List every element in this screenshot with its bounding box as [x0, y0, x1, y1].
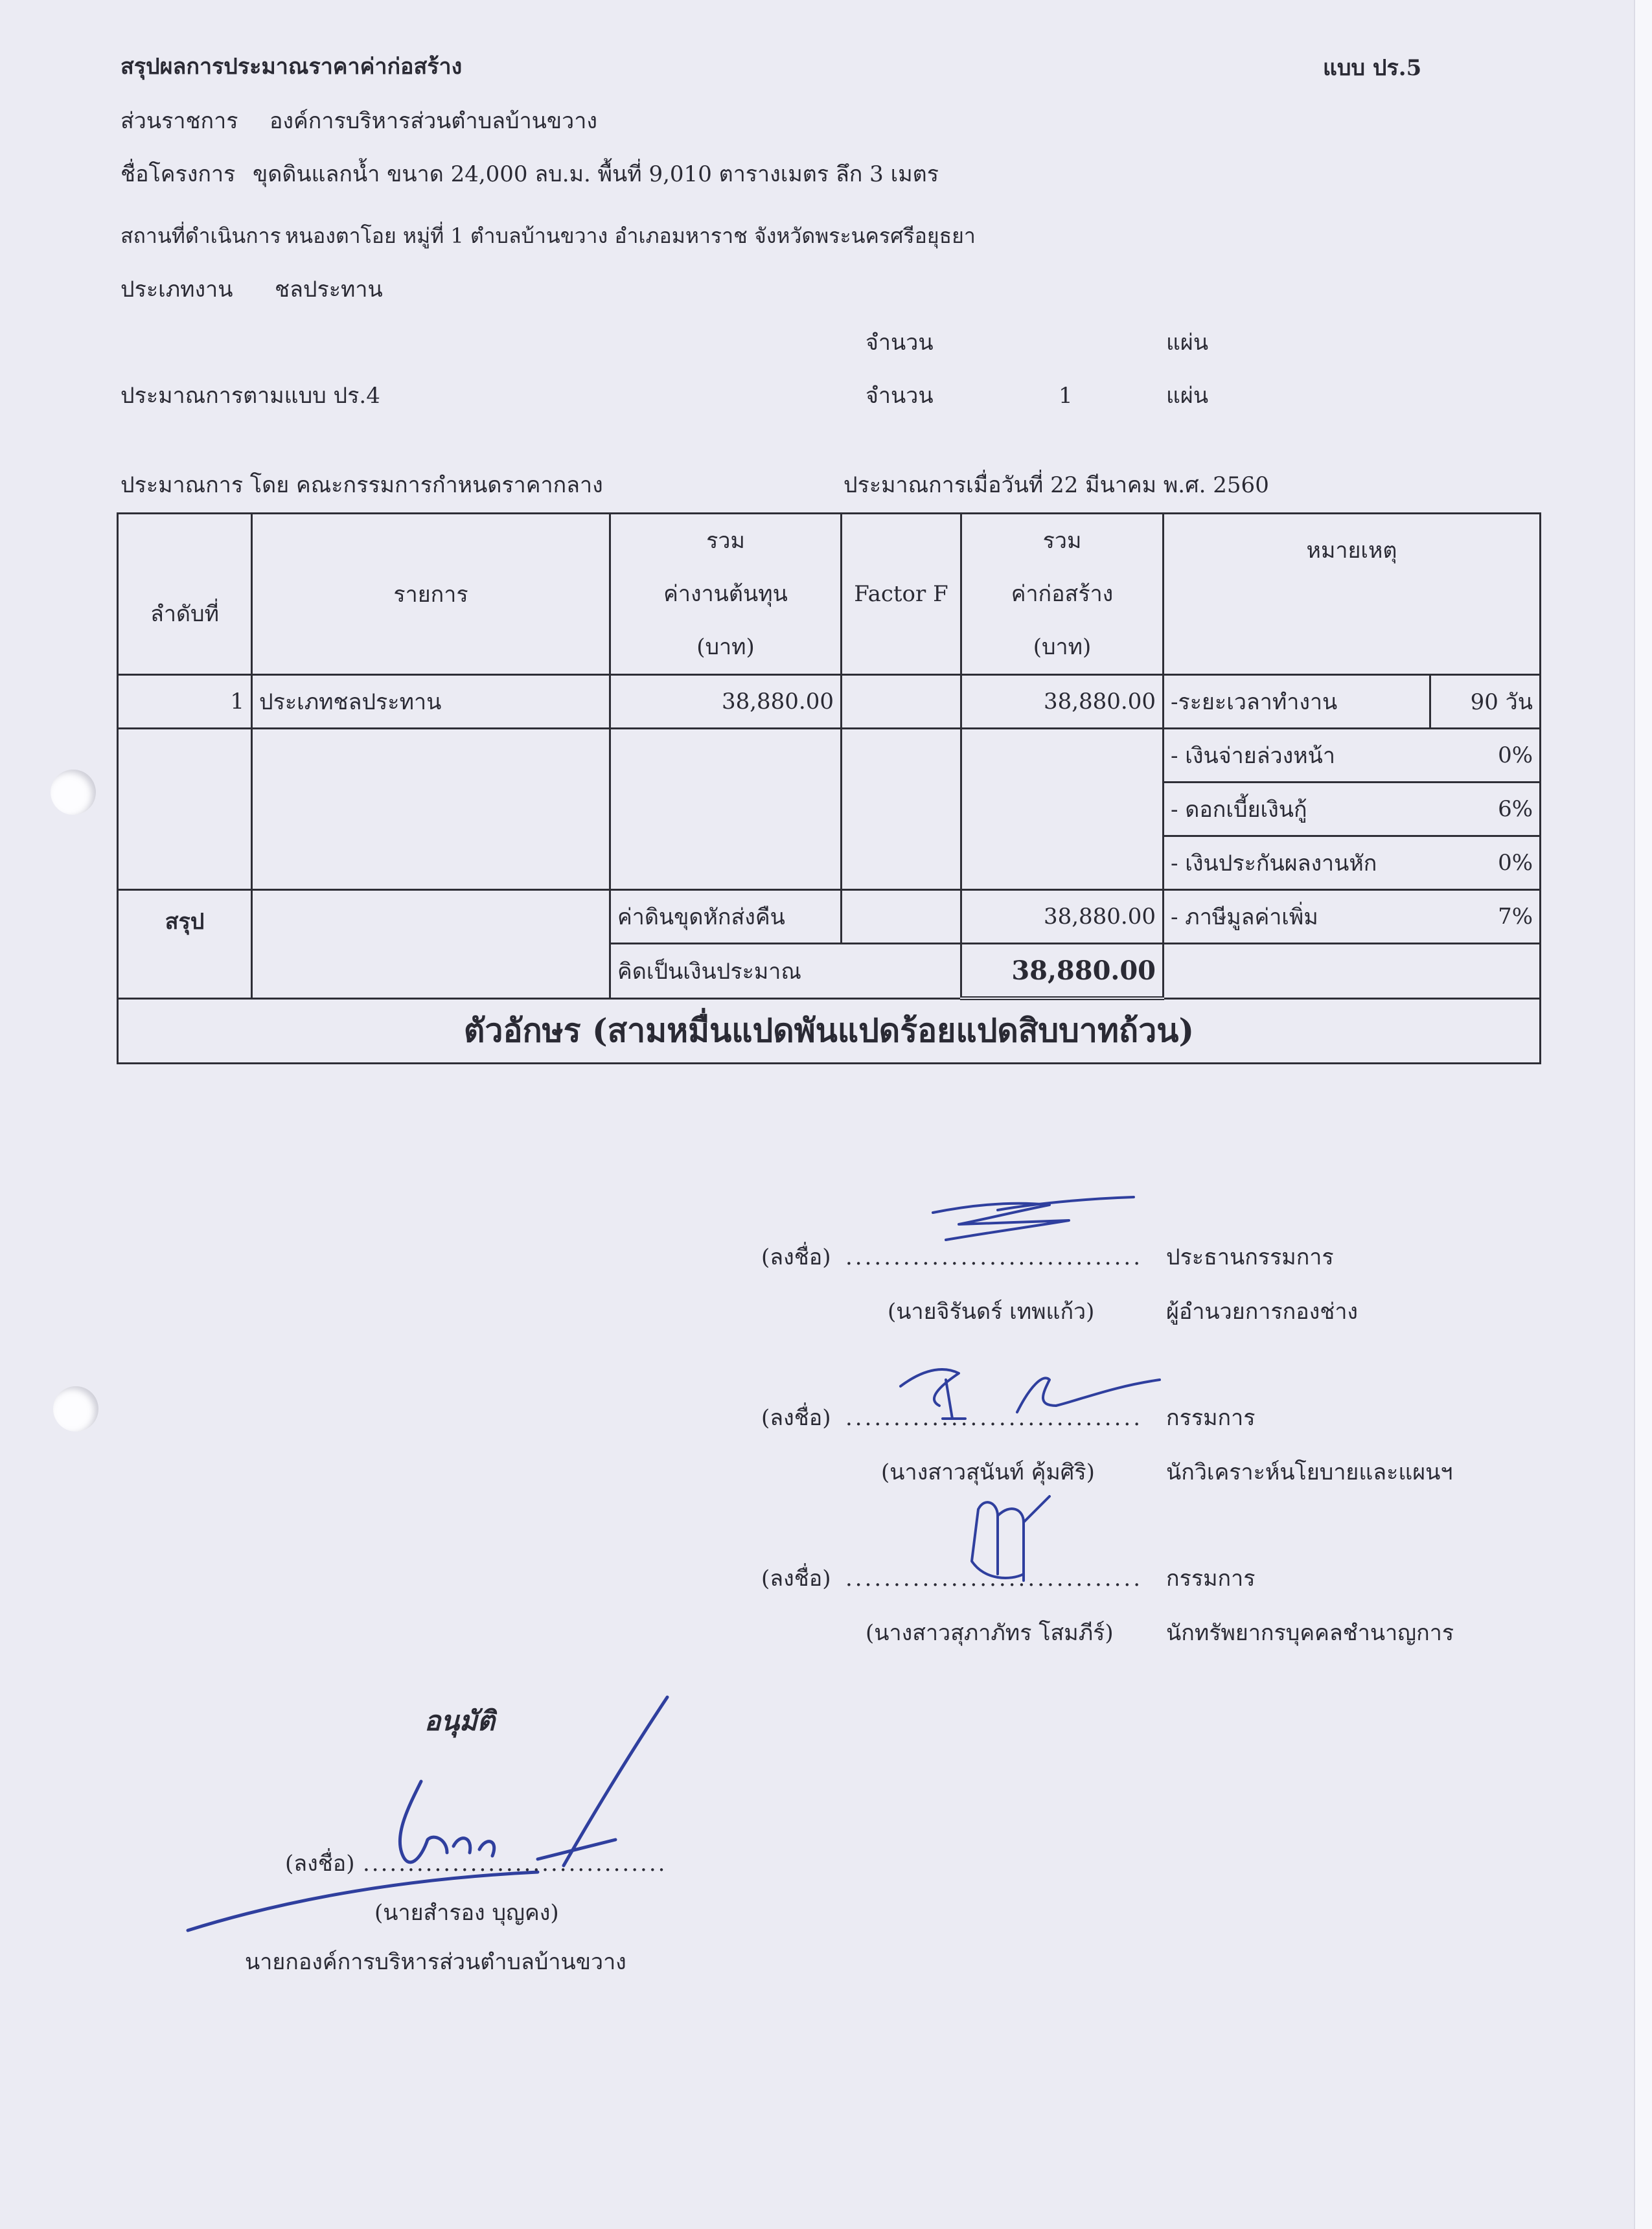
punch-hole — [51, 770, 96, 815]
empty-cell — [118, 729, 252, 890]
pr4-count: 1 — [1059, 383, 1073, 409]
row-no: 1 — [118, 675, 252, 729]
remark-label: -ระยะเวลาทำงาน — [1164, 675, 1430, 729]
row-factor — [842, 675, 961, 729]
estimate-table — [117, 512, 1541, 1064]
empty-cell — [610, 729, 842, 890]
sign-role: กรรมการ — [1166, 1566, 1256, 1592]
signature-dots: ............................... — [845, 1405, 1143, 1431]
empty-cell — [252, 729, 610, 890]
empty-cell — [252, 890, 610, 999]
sign-label: (ลงชื่อ) — [285, 1851, 355, 1877]
sheet-unit: แผ่น — [1166, 330, 1209, 356]
signer-position: นักทรัพยากรบุคคลชำนาญการ — [1166, 1620, 1454, 1646]
count-label: จำนวน — [866, 383, 934, 409]
approval-title: อนุมัติ — [424, 1705, 495, 1737]
remark-label: - ภาษีมูลค่าเพิ่ม — [1164, 890, 1430, 944]
project-name: ขุดดินแลกน้ำ ขนาด 24,000 ลบ.ม. พื้นที่ 9,010 ตารางเมตร ลึก 3 เมตร — [253, 161, 939, 187]
sign-role: กรรมการ — [1166, 1405, 1256, 1431]
row-item: ประเภทชลประทาน — [252, 675, 610, 729]
estimate-label: คิดเป็นเงินประมาณ — [610, 944, 961, 999]
document-title: สรุปผลการประมาณราคาค่าก่อสร้าง — [120, 54, 463, 80]
remark-label: - เงินจ่ายล่วงหน้า — [1164, 729, 1430, 783]
project-label: ชื่อโครงการ — [120, 161, 236, 187]
table-row — [118, 675, 1541, 729]
sign-label: (ลงชื่อ) — [761, 1244, 831, 1270]
form-code: แบบ ปร.5 — [1323, 55, 1422, 81]
remark-label: - ดอกเบี้ยเงินกู้ — [1164, 783, 1430, 836]
scan-edge — [1634, 0, 1652, 2229]
estimator: ประมาณการ โดย คณะกรรมการกำหนดราคากลาง — [120, 472, 603, 498]
remark-value: 0% — [1430, 836, 1541, 890]
summary-label: สรุป — [118, 890, 252, 999]
sign-label: (ลงชื่อ) — [761, 1566, 831, 1592]
signer-name: (นางสาวสุภาภัทร โสมภีร์) — [866, 1620, 1114, 1646]
header-no: ลำดับที่ — [118, 514, 252, 675]
row-cost: 38,880.00 — [610, 675, 842, 729]
signer-name: (นายจิรันดร์ เทพแก้ว) — [888, 1299, 1095, 1325]
empty-cell — [1164, 944, 1541, 999]
empty-cell — [842, 729, 961, 890]
signer-name: (นางสาวสุนันท์ คุ้มศิริ) — [881, 1459, 1095, 1485]
header-item: รายการ — [252, 514, 610, 675]
remark-value: 0% — [1430, 729, 1541, 783]
signer-position: ผู้อำนวยการกองช่าง — [1166, 1299, 1359, 1325]
remark-value: 6% — [1430, 783, 1541, 836]
sheet-unit: แผ่น — [1166, 383, 1209, 409]
pr4-label: ประมาณการตามแบบ ปร.4 — [120, 383, 380, 409]
count-label: จำนวน — [866, 330, 934, 356]
signer-position: นักวิเคราะห์นโยบายและแผนฯ — [1166, 1459, 1453, 1485]
sign-role: ประธานกรรมการ — [1166, 1244, 1334, 1270]
signature-dots: ............................... — [845, 1244, 1143, 1270]
header-construction: รวม ค่าก่อสร้าง (บาท) — [961, 514, 1164, 675]
amount-in-words: ตัวอักษร (สามหมื่นแปดพันแปดร้อยแปดสิบบาทถ้วน) — [118, 998, 1541, 1063]
remark-value: 7% — [1430, 890, 1541, 944]
remark-label: - เงินประกันผลงานหัก — [1164, 836, 1430, 890]
header-factor: Factor F — [842, 514, 961, 675]
deduct-label: ค่าดินขุดหักส่งคืน — [610, 890, 842, 944]
estimate-total: 38,880.00 — [961, 944, 1164, 999]
header-cost: รวม ค่างานต้นทุน (บาท) — [610, 514, 842, 675]
estimate-date: ประมาณการเมื่อวันที่ 22 มีนาคม พ.ศ. 2560 — [843, 472, 1269, 498]
punch-hole — [53, 1386, 98, 1432]
worktype: ชลประทาน — [275, 277, 383, 303]
signature-dots: ............................... — [845, 1566, 1143, 1592]
approver-name: (นายสำรอง บุญคง) — [374, 1900, 559, 1926]
remark-value: 90 วัน — [1430, 675, 1541, 729]
deduct-value: 38,880.00 — [961, 890, 1164, 944]
row-construction: 38,880.00 — [961, 675, 1164, 729]
location-label: สถานที่ดำเนินการ — [120, 223, 281, 248]
location: หนองตาโอย หมู่ที่ 1 ตำบลบ้านขวาง อำเภอมหาราช จังหวัดพระนครศรีอยุธยา — [285, 223, 976, 248]
agency-label: ส่วนราชการ — [120, 108, 238, 134]
sign-label: (ลงชื่อ) — [761, 1405, 831, 1431]
worktype-label: ประเภทงาน — [120, 277, 233, 303]
empty-cell — [961, 729, 1164, 890]
signature-dots: .................................. — [363, 1851, 667, 1877]
approver-position: นายกองค์การบริหารส่วนตำบลบ้านขวาง — [245, 1949, 626, 1975]
header-remark: หมายเหตุ — [1164, 514, 1541, 675]
agency-name: องค์การบริหารส่วนตำบลบ้านขวาง — [270, 108, 597, 134]
empty-cell — [842, 890, 961, 944]
